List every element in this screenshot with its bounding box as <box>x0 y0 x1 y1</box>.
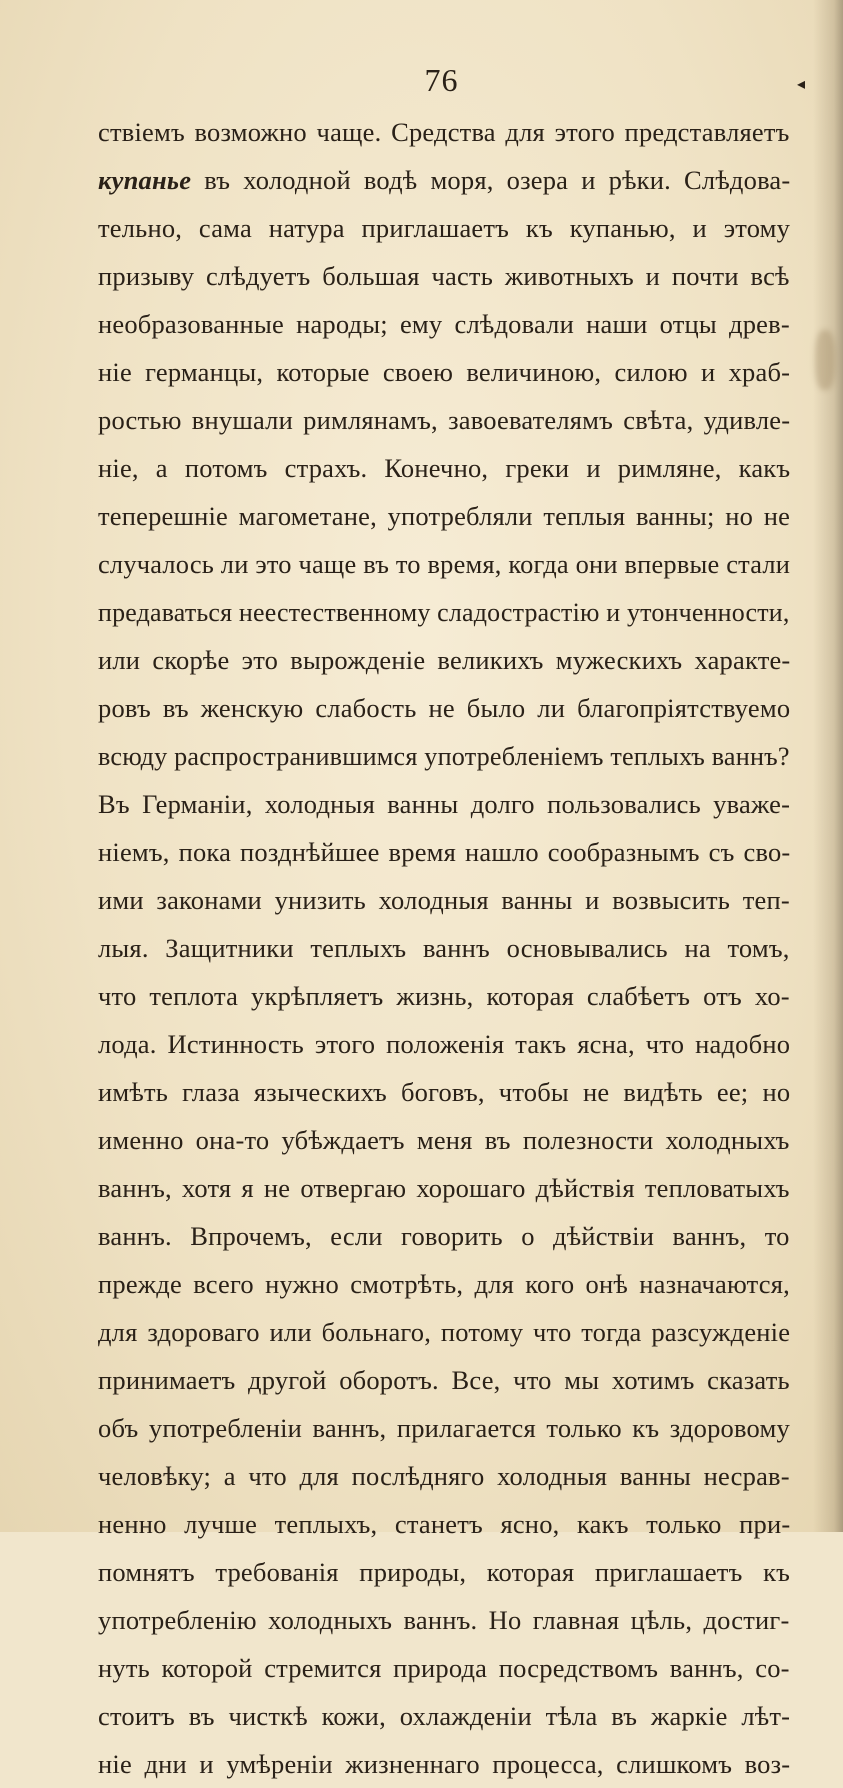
text-line: стоитъ въ чисткѣ кожи, охлажденіи тѣла въ жаркіе лѣт- <box>98 1701 790 1731</box>
text-line: или скорѣе это вырожденіе великихъ мужескихъ характе- <box>98 645 790 675</box>
text-line: ніе дни и умѣреніи жизненнаго процесса, слишкомъ воз- <box>98 1749 790 1779</box>
text-line: всюду распространившимся употребленіемъ теплыхъ ваннъ? <box>98 741 790 771</box>
text-line: принимаетъ другой оборотъ. Все, что мы хотимъ сказать <box>98 1365 790 1395</box>
text-line: ніе германцы, которые своею величиною, силою и храб- <box>98 357 790 387</box>
text-line: ровъ въ женскую слабость не было ли благопріятствуемо <box>98 693 790 723</box>
text-line: именно она-то убѣждаетъ меня въ полезности холодныхъ <box>98 1125 790 1155</box>
text-line: Въ Германіи, холодныя ванны долго пользовались уваже- <box>98 789 790 819</box>
emphasized-word: купанье <box>98 165 192 195</box>
paper-stain <box>815 330 835 390</box>
text-line: употребленію холодныхъ ваннъ. Но главная цѣль, достиг- <box>98 1605 790 1635</box>
text-line: купанье въ холодной водѣ моря, озера и рѣки. Слѣдова- <box>98 165 790 195</box>
text-line: ими законами унизить холодныя ванны и возвысить теп- <box>98 885 790 915</box>
text-line: объ употребленіи ваннъ, прилагается только къ здоровому <box>98 1413 790 1443</box>
text-line: лыя. Защитники теплыхъ ваннъ основывались на томъ, <box>98 933 790 963</box>
body-text <box>98 108 790 1788</box>
text-line: помнятъ требованія природы, которая приглашаетъ къ <box>98 1557 790 1587</box>
text-line: ствіемъ возможно чаще. Средства для этого представляетъ <box>98 117 790 147</box>
text-line: лода. Истинность этого положенія такъ ясна, что надобно <box>98 1029 790 1059</box>
text-line: тельно, сама натура приглашаетъ къ купанью, и этому <box>98 213 790 243</box>
text-line: необразованные народы; ему слѣдовали наши отцы древ- <box>98 309 790 339</box>
text-line: ненно лучше теплыхъ, станетъ ясно, какъ только при- <box>98 1509 790 1539</box>
text-line: ваннъ, хотя я не отвергаю хорошаго дѣйствія тепловатыхъ <box>98 1173 790 1203</box>
text-line: ніе, а потомъ страхъ. Конечно, греки и римляне, какъ <box>98 453 790 483</box>
text-line: прежде всего нужно смотрѣть, для кого онѣ назначаются, <box>98 1269 790 1299</box>
corner-mark: ◂ <box>797 76 806 93</box>
text-line: теперешніе магометане, употребляли теплыя ванны; но не <box>98 501 790 531</box>
text-line: имѣть глаза языческихъ боговъ, чтобы не видѣть ее; но <box>98 1077 790 1107</box>
text-line: что теплота укрѣпляетъ жизнь, которая слабѣетъ отъ хо- <box>98 981 790 1011</box>
text-line: призыву слѣдуетъ большая часть животныхъ и почти всѣ <box>98 261 790 291</box>
text-line: ваннъ. Впрочемъ, если говорить о дѣйствіи ваннъ, то <box>98 1221 790 1251</box>
text-line: ростью внушали римлянамъ, завоевателямъ свѣта, удивле- <box>98 405 790 435</box>
text-line: для здороваго или больнаго, потому что тогда разсужденіе <box>98 1317 790 1347</box>
spine-shadow <box>813 0 843 1532</box>
text-line: нуть которой стремится природа посредствомъ ваннъ, со- <box>98 1653 790 1683</box>
text-line: ніемъ, пока позднѣйшее время нашло сообразнымъ съ сво- <box>98 837 790 867</box>
text-line: случалось ли это чаще въ то время, когда они впервые стали <box>98 549 790 579</box>
page-number: 76 <box>424 62 459 98</box>
text-line: человѣку; а что для послѣдняго холодныя ванны несрав- <box>98 1461 790 1491</box>
text-line: предаваться неестественному сладострастію и утонченности, <box>98 597 790 627</box>
